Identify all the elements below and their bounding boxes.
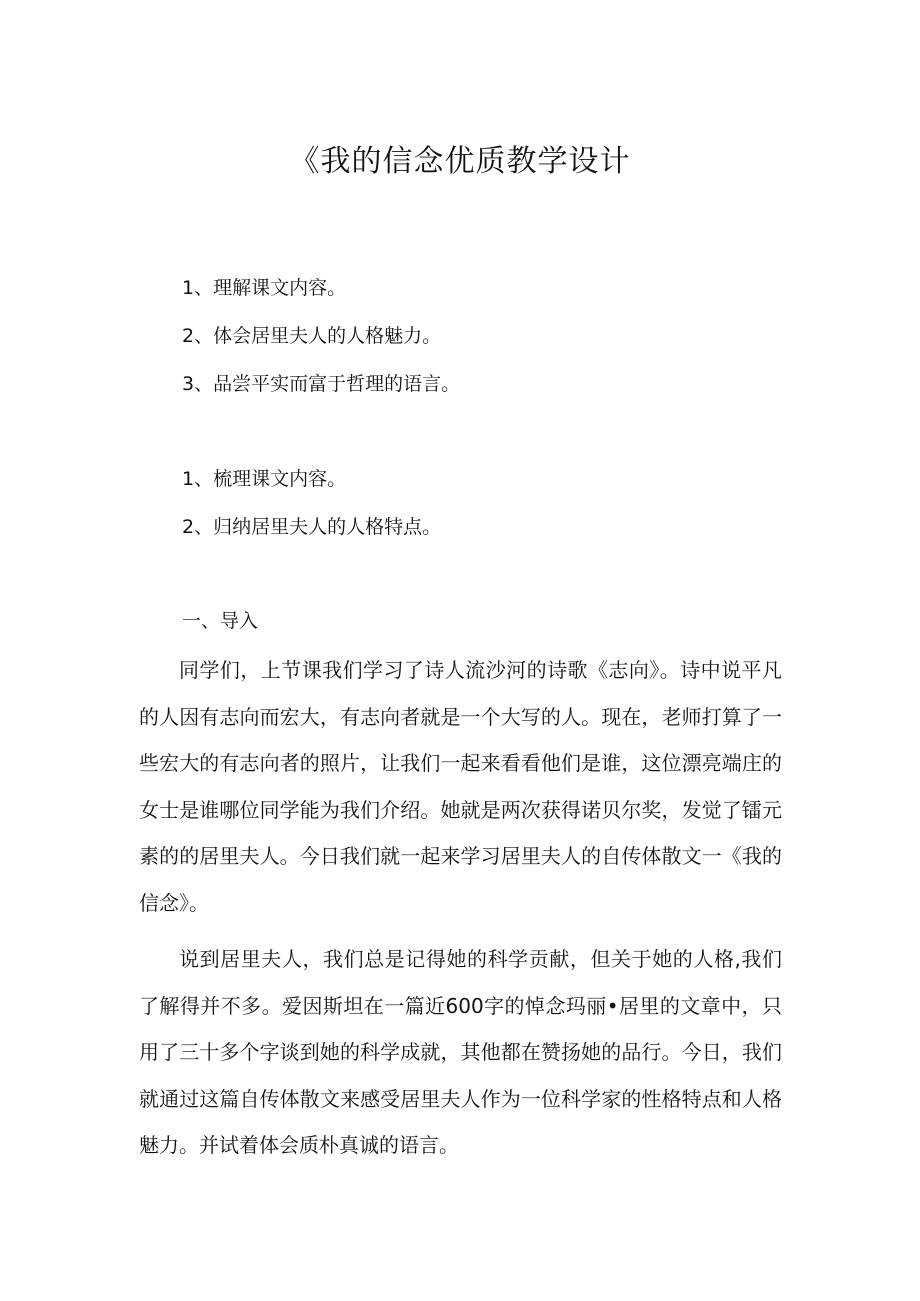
key-point-item: 2、归纳居里夫人的人格特点。 — [182, 516, 442, 538]
objective-item: 1、理解课文内容。 — [182, 277, 347, 299]
section-heading: 一、导入 — [182, 610, 259, 632]
objectives-list — [182, 264, 460, 408]
objective-item: 2、体会居里夫人的人格魅力。 — [182, 325, 442, 347]
document-title: 《我的信念优质教学设计 — [289, 144, 631, 179]
objective-item: 3、品尝平实而富于哲理的语言。 — [182, 373, 461, 395]
key-point-item: 1、梳理课文内容。 — [182, 468, 347, 490]
body-paragraph: 同学们，上节课我们学习了诗人流沙河的诗歌《志向》。诗中说平凡的人因有志向而宏大，有志向者就是一个大写的人。现在，老师打算了一些宏大的有志向者的照片，让我们一起来看看他们是谁，这位漂亮端庄的女士是谁哪位同学能为我们介绍。她就是两次获得诺贝尔奖，发觉了镭元素的的居里夫人。今日我们就一起来学习居里夫人的自传体散文一《我的信念》。 — [139, 658, 782, 915]
body-paragraph: 说到居里夫人，我们总是记得她的科学贡献，但关于她的人格,我们了解得并不多。爱因斯坦在一篇近600字的悼念玛丽•居里的文章中，只用了三十多个字谈到她的科学成就，其他都在赞扬她的品行。今日，我们就通过这篇自传体散文来感受居里夫人作为一位科学家的性格特点和人格魅力。并试着体会质朴真诚的语言。 — [139, 947, 782, 1158]
key-points-list — [182, 455, 441, 551]
